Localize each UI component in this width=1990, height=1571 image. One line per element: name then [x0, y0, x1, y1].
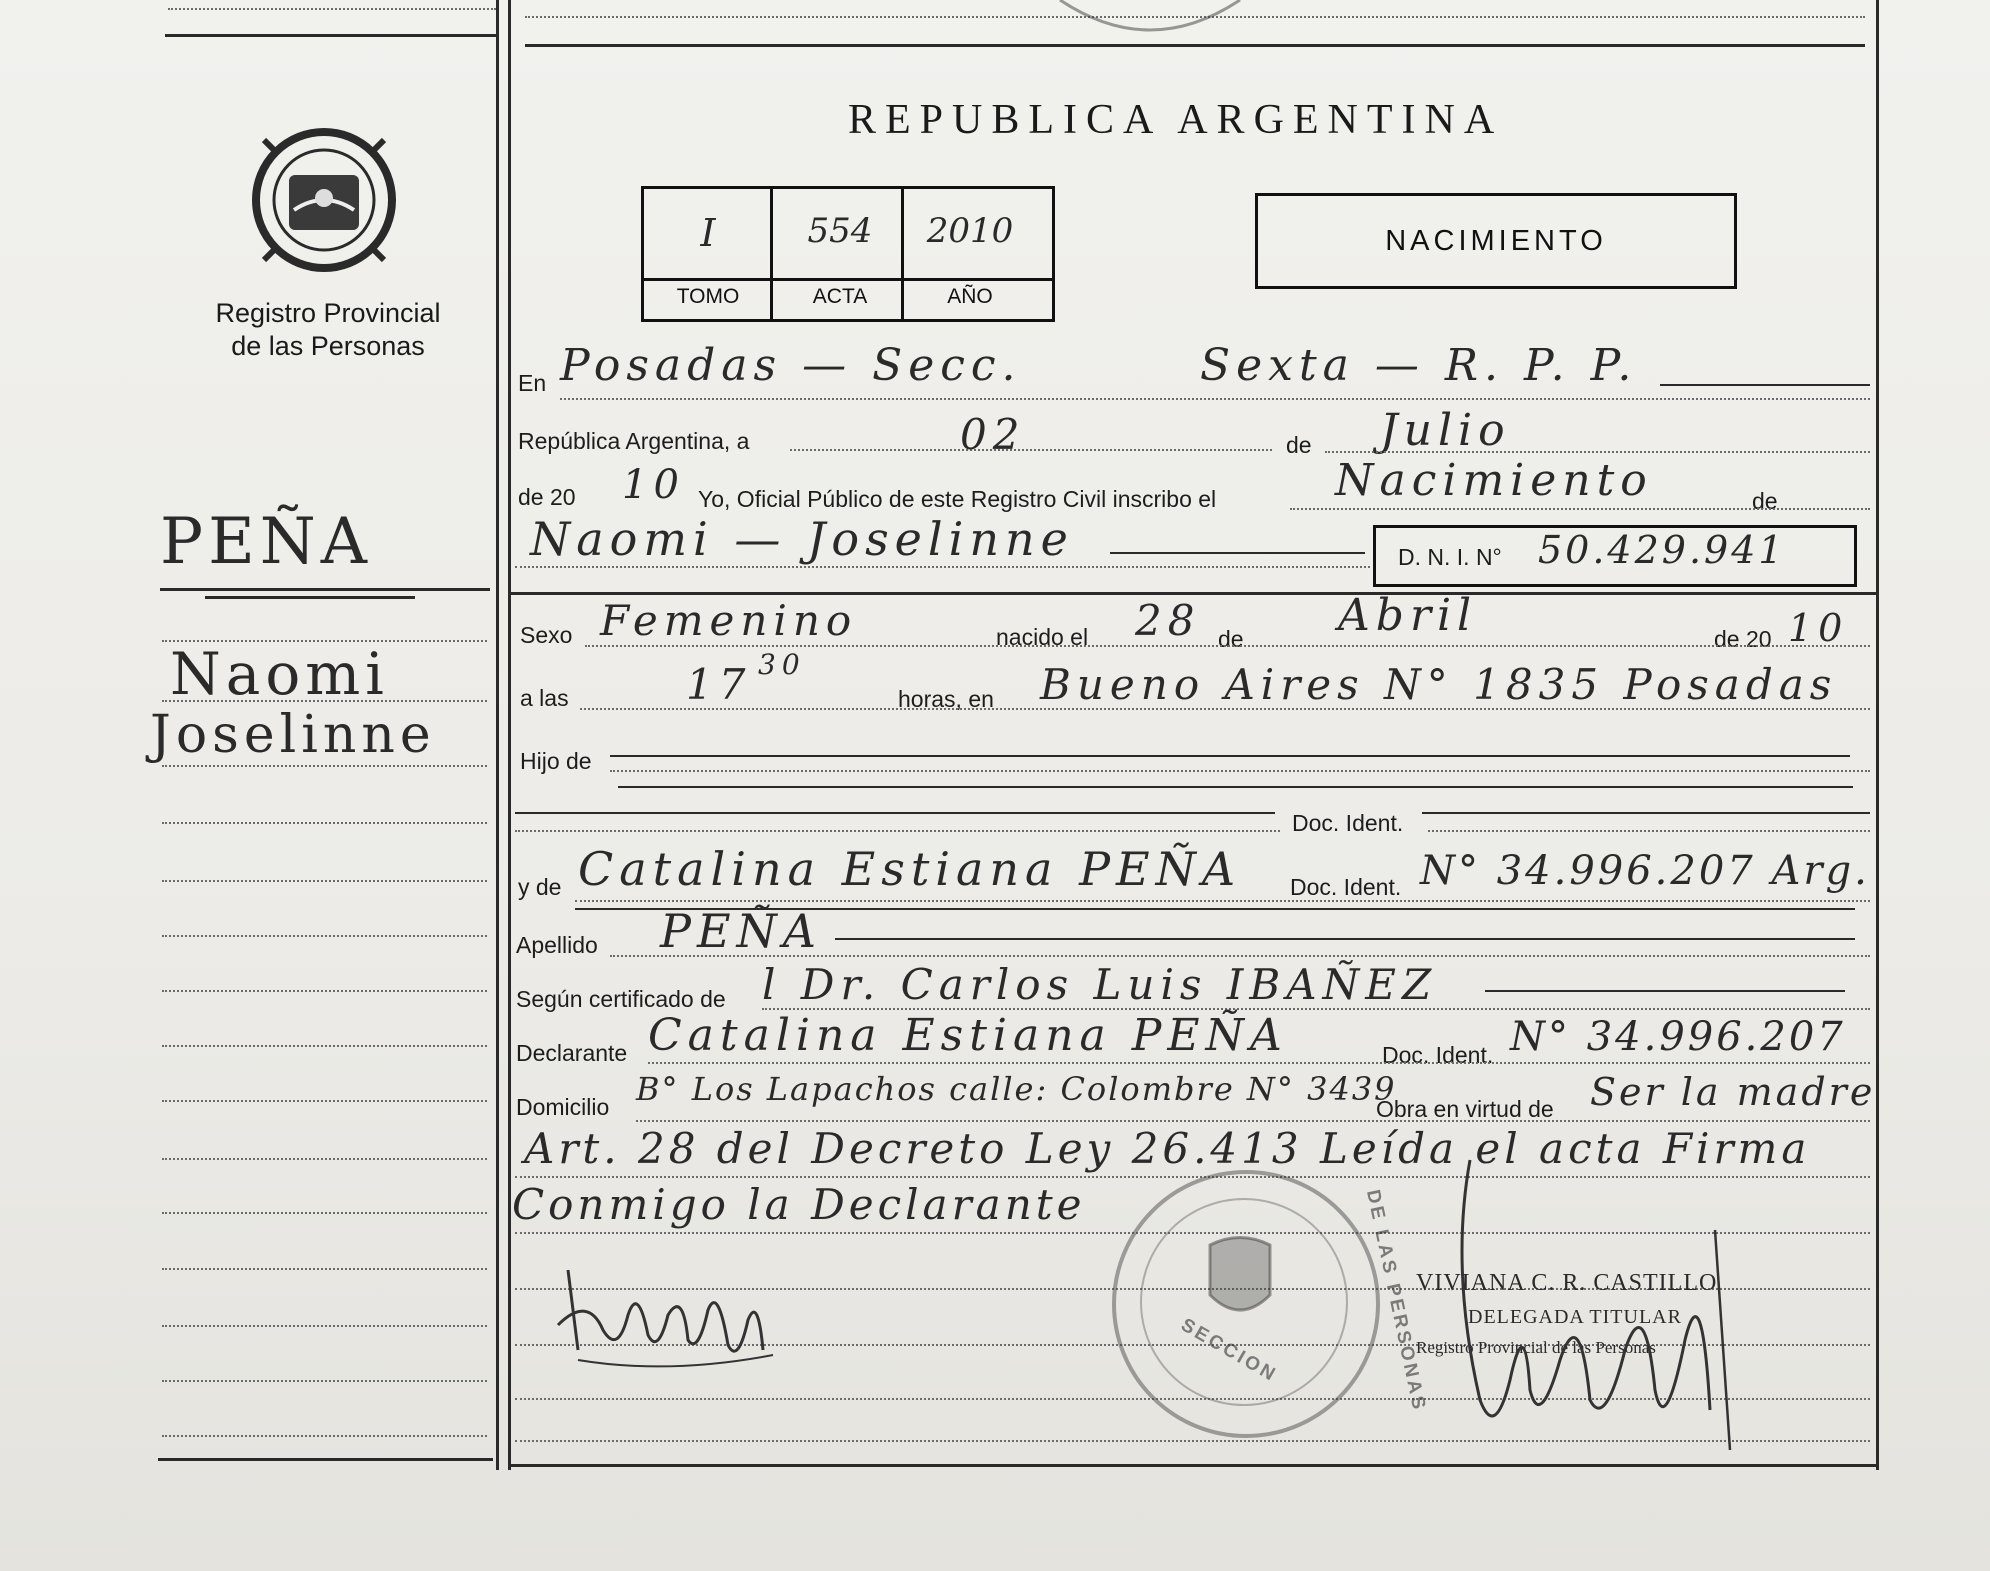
sidebar-line-8 — [162, 1045, 487, 1047]
obra-value: Ser la madre — [1590, 1070, 1876, 1114]
apellido-label: Apellido — [516, 932, 598, 958]
domicilio-label: Domicilio — [516, 1094, 610, 1120]
document-type-box: NACIMIENTO — [1255, 193, 1737, 289]
de-label: de — [1286, 432, 1312, 458]
hijo-dotted — [610, 770, 1870, 772]
certificado-line — [1485, 990, 1845, 992]
birth-year-prefix-label: de 20 — [1714, 626, 1772, 652]
place-value: Bueno Aires N° 1835 Posadas — [1040, 660, 1838, 709]
nacido-label: nacido el — [996, 624, 1089, 650]
mother-value: Catalina Estiana PEÑA — [578, 842, 1242, 896]
organization-name-line2: de las Personas — [231, 331, 425, 361]
month-value: Julio — [1380, 405, 1511, 456]
sidebar-line-6 — [162, 935, 487, 937]
year-prefix-label: de 20 — [518, 484, 576, 510]
father-doc-line — [1422, 812, 1870, 814]
main-right-border — [1876, 0, 1879, 1470]
stamp-text-right: DE LAS PERSONAS — [1361, 1187, 1430, 1414]
declarant-signature-icon — [548, 1255, 778, 1375]
doc-ident-label-2: Doc. Ident. — [1290, 874, 1402, 900]
apellido-line — [835, 938, 1855, 940]
observation-line-2: Conmigo la Declarante — [512, 1180, 1086, 1229]
ano-label: AÑO — [947, 285, 993, 308]
apellido-dotted — [610, 955, 1870, 957]
declarante-label: Declarante — [516, 1040, 628, 1066]
stamp-emblem-icon — [1195, 1225, 1285, 1335]
republica-label: República Argentina, a — [518, 428, 750, 454]
main-left-border — [508, 0, 511, 1470]
page-title: REPUBLICA ARGENTINA — [848, 97, 1504, 143]
mother-dotted — [575, 900, 1870, 902]
yde-label: y de — [518, 874, 562, 900]
tomo-value: I — [700, 211, 716, 255]
hijo-line — [610, 755, 1850, 757]
sidebar-line-11 — [162, 1212, 487, 1214]
day-value: 02 — [960, 410, 1026, 459]
sidebar-bottom-rule — [158, 1458, 493, 1461]
seccion-value: Sexta — R. P. P. — [1200, 340, 1638, 391]
dni-box — [1373, 525, 1857, 587]
event-value: Nacimiento — [1335, 455, 1653, 506]
hour-value: 17 — [686, 660, 752, 709]
year-suffix-value: 10 — [622, 462, 685, 508]
minute-value: 30 — [758, 648, 806, 681]
dni-value: 50.429.941 — [1538, 528, 1786, 572]
father-doc-dotted — [1428, 830, 1870, 832]
sidebar-line-3 — [162, 765, 487, 767]
sidebar-line-13 — [162, 1325, 487, 1327]
sidebar-line-10 — [162, 1158, 487, 1160]
hijo-label: Hijo de — [520, 748, 592, 774]
declarante-doc-value: N° 34.996.207 — [1510, 1014, 1846, 1060]
birth-month-value: Abril — [1338, 590, 1478, 641]
declarante-value: Catalina Estiana PEÑA — [648, 1010, 1288, 1061]
birth-day-value: 28 — [1135, 596, 1201, 645]
sexo-dotted — [585, 645, 1870, 647]
alas-label: a las — [520, 685, 569, 711]
main-bottom-rule — [510, 1464, 1878, 1467]
en-value: Posadas — Secc. — [560, 340, 1022, 391]
sidebar-line-4 — [162, 822, 487, 824]
top-stamp-fragment-icon — [1050, 0, 1250, 40]
certificado-label: Según certificado de — [516, 986, 726, 1012]
oficial-label: Yo, Oficial Público de este Registro Civil inscribo el — [698, 486, 1217, 512]
organization-name-line1: Registro Provincial — [215, 298, 441, 328]
acta-value: 554 — [807, 211, 873, 251]
birth-year-suffix-value: 10 — [1788, 606, 1849, 650]
dni-label: D. N. I. N° — [1398, 544, 1502, 570]
child-name-dotted — [515, 566, 1370, 568]
sexo-value: Femenino — [600, 596, 858, 645]
ano-value: 2010 — [926, 211, 1014, 251]
child-name-line — [1110, 552, 1365, 554]
organization-name — [178, 297, 478, 363]
sidebar-line-14 — [162, 1380, 487, 1382]
sidebar-surname: PEÑA — [160, 505, 372, 579]
de-label-2: de — [1752, 488, 1778, 514]
father-line — [515, 812, 1275, 814]
provincial-seal-icon — [244, 120, 404, 280]
observation-line-1: Art. 28 del Decreto Ley 26.413 Leída el acta Firma — [524, 1124, 1811, 1173]
section-rule-1 — [510, 592, 1876, 595]
en-label: En — [518, 370, 547, 396]
top-left-rule — [165, 34, 498, 37]
official-role: DELEGADA TITULAR — [1468, 1306, 1682, 1328]
sidebar-line-12 — [162, 1268, 487, 1270]
declarante-dotted — [648, 1062, 1870, 1064]
de-label-3: de — [1218, 626, 1244, 652]
apellido-value: PEÑA — [660, 904, 822, 958]
sidebar-line-9 — [162, 1100, 487, 1102]
domicilio-value: B° Los Lapachos calle: Colombre N° 3439 — [636, 1070, 1397, 1108]
alas-dotted — [580, 708, 1870, 710]
top-left-dotted-line — [168, 8, 496, 10]
sidebar-line-15 — [162, 1435, 487, 1437]
doc-ident-label-3: Doc. Ident. — [1382, 1042, 1494, 1068]
father-dotted — [515, 830, 1280, 832]
top-right-rule — [525, 44, 1865, 47]
official-name: VIVIANA C. R. CASTILLO — [1416, 1270, 1718, 1296]
stamp-text-bottom: SECCION — [1177, 1314, 1281, 1387]
sidebar-line-7 — [162, 990, 487, 992]
sidebar-given-name-1: Naomi — [170, 640, 389, 708]
sidebar-given-name-2: Joselinne — [150, 705, 436, 765]
sidebar-line-2 — [162, 700, 487, 702]
en-dotted — [560, 398, 1870, 400]
sidebar-surname-underline — [160, 588, 490, 591]
obra-label: Obra en virtud de — [1376, 1096, 1554, 1122]
official-signature-icon — [1440, 1150, 1750, 1450]
sidebar-surname-underline-2 — [205, 596, 415, 599]
child-name-value: Naomi — Joselinne — [530, 512, 1074, 566]
tomo-label: TOMO — [676, 285, 740, 308]
horas-label: horas, en — [898, 686, 994, 712]
day-dotted — [790, 449, 1272, 451]
sexo-label: Sexo — [520, 622, 573, 648]
acta-label: ACTA — [812, 285, 868, 308]
official-office: Registro Provincial de las Personas — [1416, 1338, 1656, 1357]
domicilio-dotted — [636, 1120, 1870, 1122]
doc-ident-label-1: Doc. Ident. — [1292, 810, 1404, 836]
certificado-value: l Dr. Carlos Luis IBAÑEZ — [762, 960, 1438, 1009]
en-line — [1660, 384, 1870, 386]
event-dotted — [1290, 508, 1870, 510]
registry-box — [641, 186, 1055, 322]
left-column-border — [496, 0, 499, 1470]
mother-doc-value: N° 34.996.207 Arg. — [1420, 848, 1870, 894]
sidebar-line-5 — [162, 880, 487, 882]
hijo-line-2 — [618, 786, 1853, 788]
month-dotted — [1325, 451, 1870, 453]
